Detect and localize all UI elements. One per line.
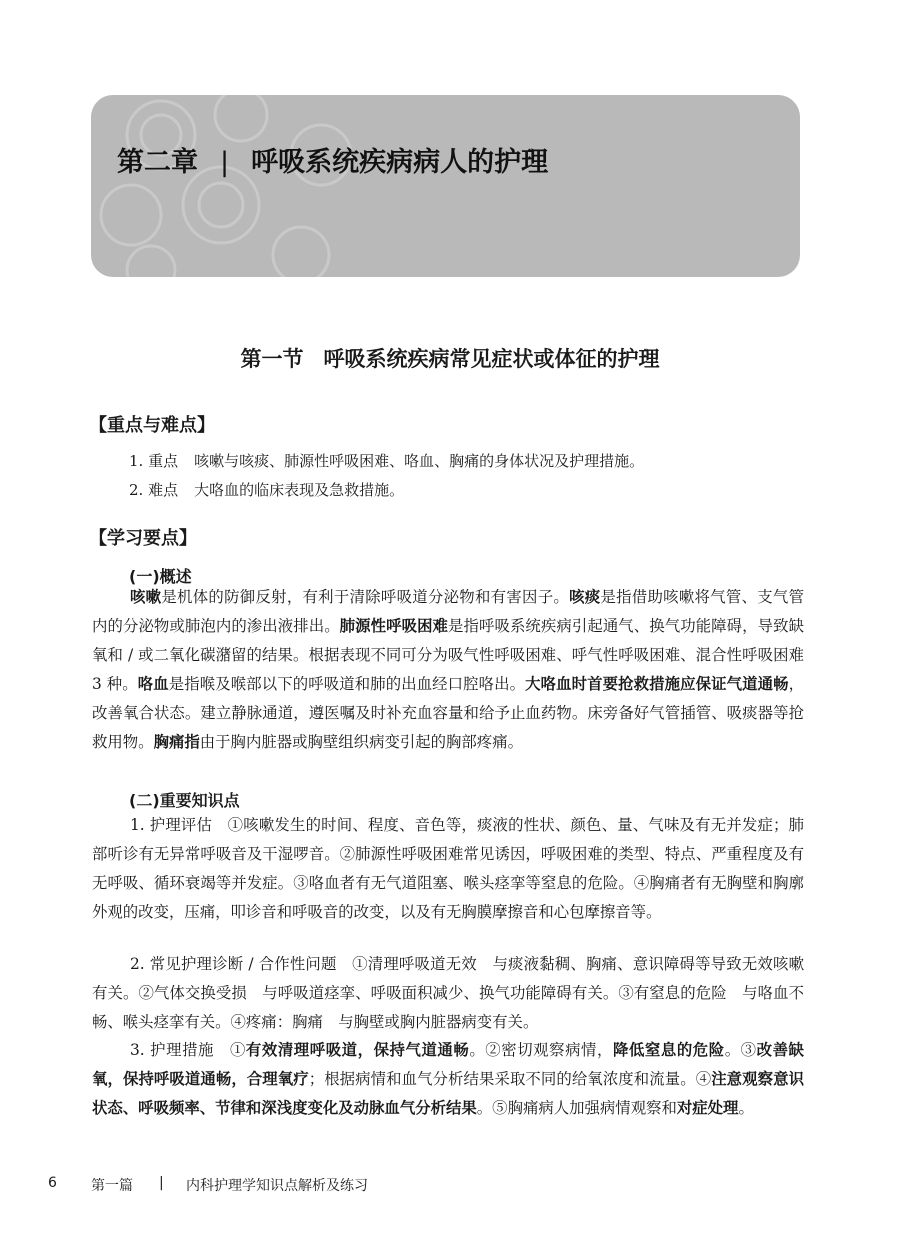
part-label: 第一篇 xyxy=(91,1178,133,1194)
text-run: 由于胸内脏器或胸壁组织病变引起的胸部疼痛。 xyxy=(199,733,523,751)
emphasized-text: 注意观察意识状态、呼吸频率、节律和深浅度变化及动脉血气分析结果 xyxy=(92,1070,804,1117)
text-run: 。⑤胸痛病人加强病情观察和 xyxy=(476,1099,677,1117)
key-point-label: 2. 难点 xyxy=(129,481,179,499)
chapter-number: 第二章 xyxy=(117,147,198,178)
text-run: 1. 护理评估 ①咳嗽发生的时间、程度、音色等，痰液的性状、颜色、量、气味及有无并发症；肺部听诊有无异常呼吸音及干湿啰音。②肺源性呼吸困难常见诱因，呼吸困难的类型、特点、严重程度及有无呼吸、循环衰竭等并发症。③咯血者有无气道阻塞、喉头痉挛等窒息的危险。④胸痛者有无胸壁和胸廓外观的改变，压痛，叩诊音和呼吸音的改变，以及有无胸膜摩擦音和心包摩擦音等。 xyxy=(92,816,804,921)
page-number: 6 xyxy=(48,1175,57,1191)
chapter-banner xyxy=(91,95,800,277)
text-run: ；根据病情和血气分析结果采取不同的给氧浓度和流量。④ xyxy=(308,1070,712,1088)
footer-separator: | xyxy=(159,1175,164,1191)
nursing-measures-paragraph xyxy=(92,1036,804,1123)
study-points-heading: 【学习要点】 xyxy=(89,528,197,549)
text-run: 。③ xyxy=(724,1041,757,1059)
section-title xyxy=(0,343,900,373)
text-run: 是机体的防御反射，有利于清除呼吸道分泌物和有害因子。 xyxy=(161,588,570,606)
chapter-title-text: 呼吸系统疾病病人的护理 xyxy=(251,147,549,178)
overview-paragraph xyxy=(92,583,804,757)
emphasized-text: 咳嗽 xyxy=(130,588,162,606)
chapter-separator: | xyxy=(220,147,230,178)
text-run: 是指呼吸系统疾病引起通气、换气功能障碍，导致缺氧和 / 或二氧化碳潴留的结果。根据表现不同可分为吸气性呼吸困难、呼气性呼吸困难、混合性呼吸困难 3 种。 xyxy=(92,617,804,693)
book-title: 内科护理学知识点解析及练习 xyxy=(186,1178,368,1194)
key-point-item xyxy=(129,450,644,471)
emphasized-text: 咯血 xyxy=(137,675,169,693)
floral-pattern-decoration xyxy=(91,95,391,277)
emphasized-text: 降低窒息的危险 xyxy=(612,1041,725,1059)
key-point-text: 大咯血的临床表现及急救措施。 xyxy=(194,481,405,499)
emphasized-text: 肺源性呼吸困难 xyxy=(339,617,449,635)
section-number: 第一节 xyxy=(240,347,304,371)
emphasized-text: 咳痰 xyxy=(569,588,601,606)
emphasized-text: 对症处理 xyxy=(676,1099,739,1117)
chapter-title xyxy=(117,140,548,179)
text-run: 3. 护理措施 ① xyxy=(130,1041,246,1059)
key-point-label: 1. 重点 xyxy=(129,452,179,470)
page-footer xyxy=(0,1175,900,1199)
emphasized-text: 胸痛指 xyxy=(153,733,200,751)
text-run: 。②密切观察病情， xyxy=(469,1041,613,1059)
key-point-text: 咳嗽与咳痰、肺源性呼吸困难、咯血、胸痛的身体状况及护理措施。 xyxy=(194,452,645,470)
nursing-assessment-paragraph xyxy=(92,811,804,927)
text-run: 。 xyxy=(738,1099,754,1117)
key-point-item xyxy=(129,479,404,500)
text-run: 是指喉及喉部以下的呼吸道和肺的出血经口腔咯出。 xyxy=(168,675,526,693)
overview-subheading: (一)概述 xyxy=(129,567,192,586)
emphasized-text: 大咯血时首要抢救措施应保证气道通畅 xyxy=(525,675,789,693)
text-run: ，改善氧合状态。建立静脉通道，遵医嘱及时补充血容量和给予止血药物。床旁备好气管插管、吸痰器等抢救用物。 xyxy=(92,675,804,751)
nursing-diagnosis-paragraph xyxy=(92,950,804,1037)
emphasized-text: 改善缺氧，保持呼吸道通畅，合理氧疗 xyxy=(92,1041,804,1088)
text-run: 2. 常见护理诊断 / 合作性问题 ①清理呼吸道无效 与痰液黏稠、胸痛、意识障碍等导致无效咳嗽有关。②气体交换受损 与呼吸道痉挛、呼吸面积减少、换气功能障碍有关。③有窒息的危险 与咯血不畅、喉头痉挛有关。④疼痛：胸痛 与胸壁或胸内脏器病变有关。 xyxy=(92,955,804,1031)
text-run: 是指借助咳嗽将气管、支气管内的分泌物或肺泡内的渗出液排出。 xyxy=(92,588,804,635)
section-title-text: 呼吸系统疾病常见症状或体征的护理 xyxy=(323,347,660,371)
knowledge-subheading: (二)重要知识点 xyxy=(129,791,240,810)
emphasized-text: 有效清理呼吸道，保持气道通畅 xyxy=(245,1041,470,1059)
key-points-heading: 【重点与难点】 xyxy=(89,415,215,436)
